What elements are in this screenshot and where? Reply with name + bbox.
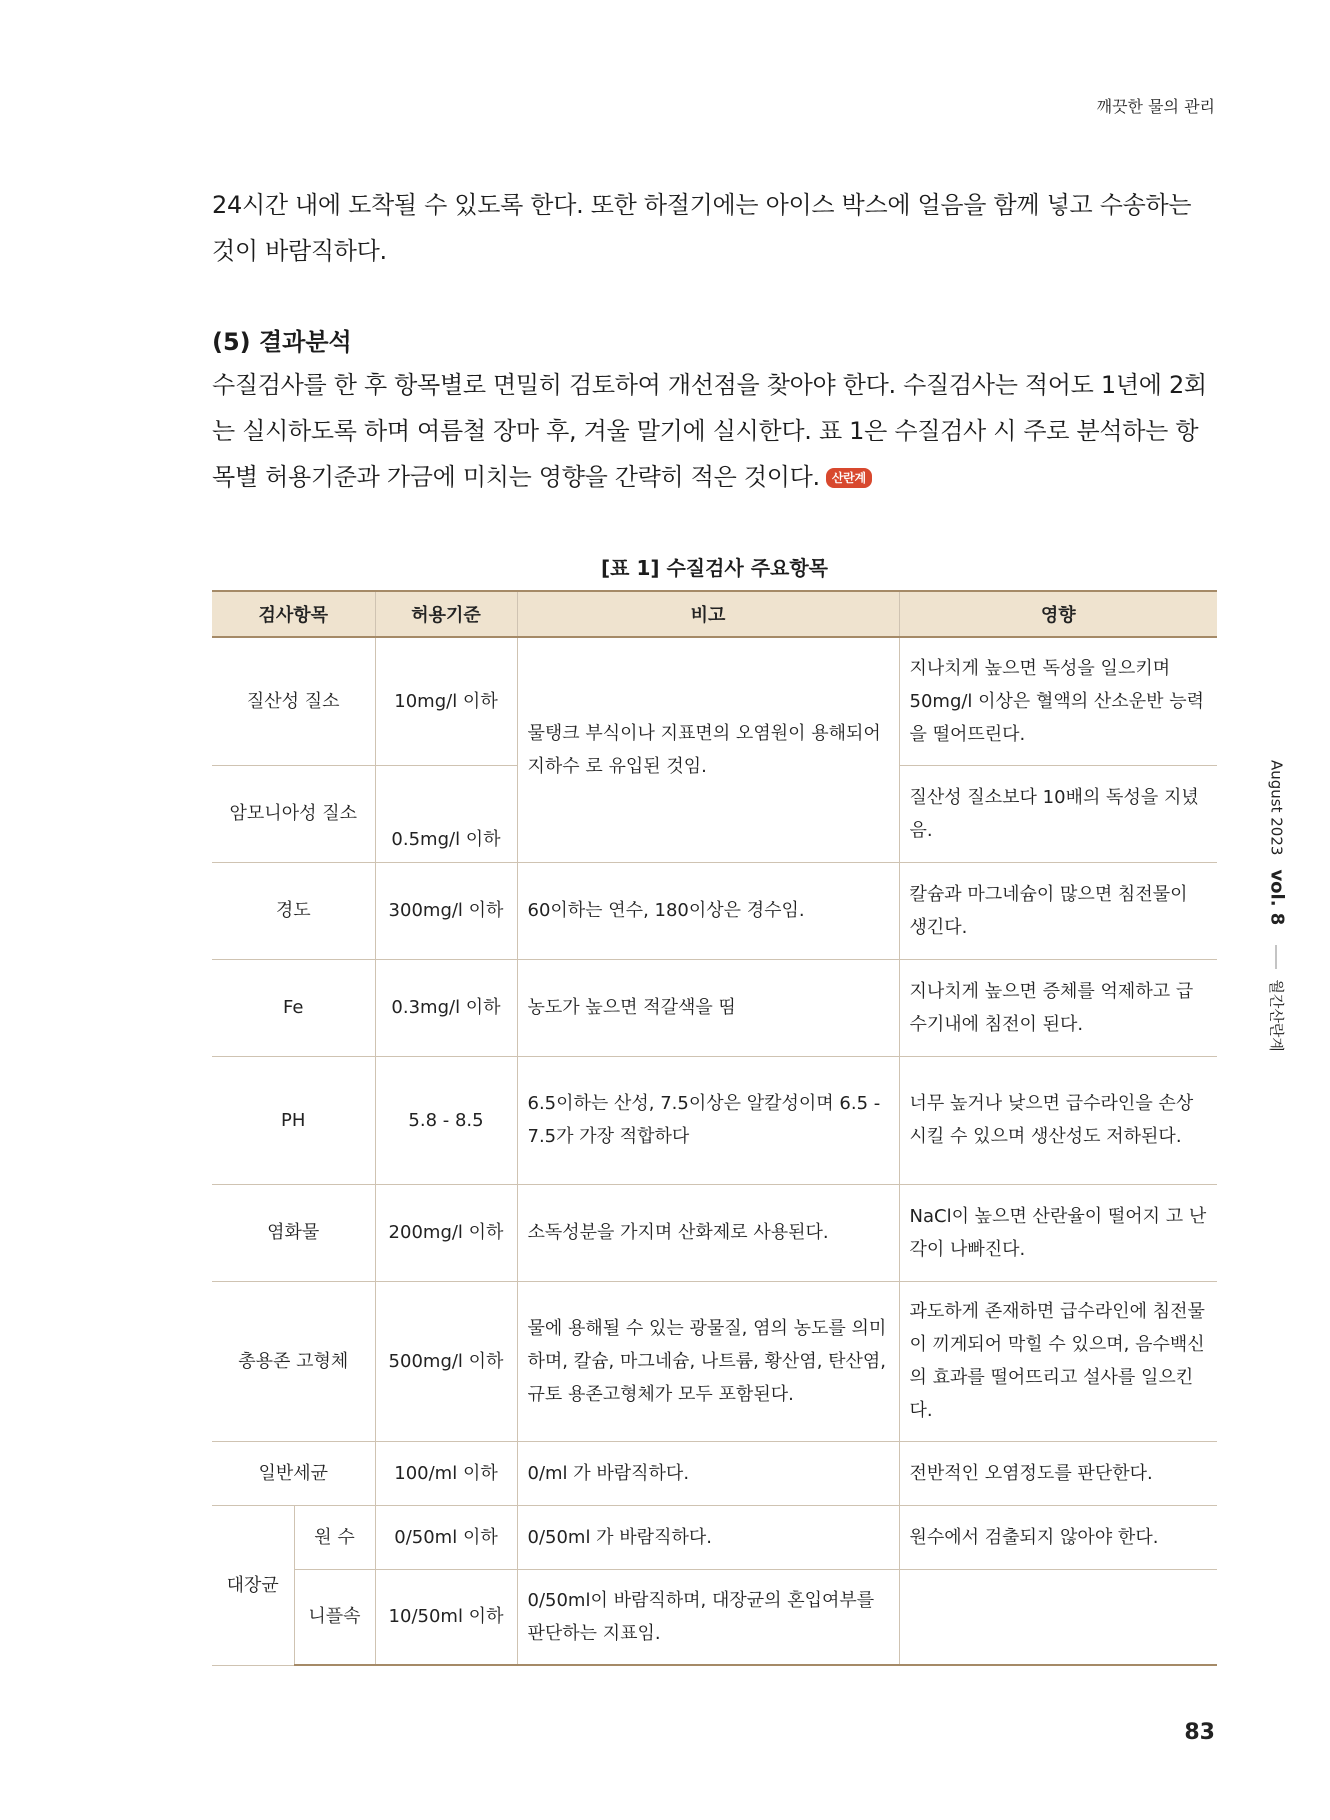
table-row bbox=[212, 1569, 1217, 1665]
cell-effect: 너무 높거나 낮으면 급수라인을 손상시킬 수 있으며 생산성도 저하된다. bbox=[899, 1056, 1217, 1184]
cell-effect: 지나치게 높으면 증체를 억제하고 급수기내에 침전이 된다. bbox=[899, 959, 1217, 1056]
cell-effect: 칼슘과 마그네슘이 많으면 침전물이 생긴다. bbox=[899, 862, 1217, 959]
section-title: (5) 결과분석 bbox=[212, 328, 352, 356]
table-header-row bbox=[212, 591, 1217, 637]
cell-item: 니플속 bbox=[294, 1569, 375, 1665]
issue-date: August 2023 bbox=[1267, 760, 1286, 856]
cell-effect bbox=[899, 1569, 1217, 1665]
volume-label: vol. 8 bbox=[1266, 869, 1288, 926]
table-row bbox=[212, 1281, 1217, 1441]
cell-standard: 300mg/l 이하 bbox=[375, 862, 517, 959]
cell-standard: 0.5mg/l 이하 bbox=[375, 765, 517, 862]
logo-badge: 산란계 bbox=[826, 468, 872, 488]
cell-standard: 500mg/l 이하 bbox=[375, 1281, 517, 1441]
paragraph-analysis-text: 수질검사를 한 후 항목별로 면밀히 검토하여 개선점을 찾아야 한다. 수질검사는 적어도 1년에 2회는 실시하도록 하며 여름철 장마 후, 겨울 말기에 실시한다. 표 1은 수질검사 시 주로 분석하는 항목별 허용기준과 가금에 미치는 영향을 간략히 적은 것이다. bbox=[212, 371, 1207, 491]
cell-group: 대장균 bbox=[212, 1505, 294, 1665]
cell-note: 0/50ml이 바람직하며, 대장균의 혼입여부를 판단하는 지표임. bbox=[517, 1569, 899, 1665]
cell-standard: 10mg/l 이하 bbox=[375, 637, 517, 765]
cell-item: 원 수 bbox=[294, 1505, 375, 1569]
cell-note: 농도가 높으면 적갈색을 띰 bbox=[517, 959, 899, 1056]
table-caption: [표 1] 수질검사 주요항목 bbox=[601, 556, 828, 580]
cell-item: 일반세균 bbox=[212, 1441, 375, 1505]
cell-note: 소독성분을 가지며 산화제로 사용된다. bbox=[517, 1184, 899, 1281]
magazine-name: 월간산란계 bbox=[1267, 979, 1286, 1052]
cell-effect: 과도하게 존재하면 급수라인에 침전물이 끼게되어 막힐 수 있으며, 음수백신의 효과를 떨어뜨리고 설사를 일으킨다. bbox=[899, 1281, 1217, 1441]
table-row bbox=[212, 1441, 1217, 1505]
paragraph-analysis bbox=[212, 362, 1217, 500]
cell-standard: 200mg/l 이하 bbox=[375, 1184, 517, 1281]
cell-item: Fe bbox=[212, 959, 375, 1056]
paragraph-intro: 24시간 내에 도착될 수 있도록 한다. 또한 하절기에는 아이스 박스에 얼음을 함께 넣고 수송하는 것이 바람직하다. bbox=[212, 191, 1192, 265]
cell-item: 경도 bbox=[212, 862, 375, 959]
header-effect: 영향 bbox=[899, 591, 1217, 637]
page-number: 83 bbox=[1184, 1720, 1215, 1745]
cell-note: 60이하는 연수, 180이상은 경수임. bbox=[517, 862, 899, 959]
side-label bbox=[1262, 760, 1292, 1052]
cell-note: 0/50ml 가 바람직하다. bbox=[517, 1505, 899, 1569]
table-row bbox=[212, 862, 1217, 959]
cell-item: 총용존 고형체 bbox=[212, 1281, 375, 1441]
cell-standard: 0/50ml 이하 bbox=[375, 1505, 517, 1569]
table-row bbox=[212, 1184, 1217, 1281]
cell-effect: 질산성 질소보다 10배의 독성을 지녔음. bbox=[899, 765, 1217, 862]
header-note: 비고 bbox=[517, 591, 899, 637]
cell-item: 질산성 질소 bbox=[212, 637, 375, 765]
cell-standard: 0.3mg/l 이하 bbox=[375, 959, 517, 1056]
table-row bbox=[212, 1056, 1217, 1184]
header-item: 검사항목 bbox=[212, 591, 375, 637]
table-row bbox=[212, 959, 1217, 1056]
cell-item: 염화물 bbox=[212, 1184, 375, 1281]
cell-effect: 지나치게 높으면 독성을 일으키며 50mg/l 이상은 혈액의 산소운반 능력을 떨어뜨린다. bbox=[899, 637, 1217, 765]
cell-item: PH bbox=[212, 1056, 375, 1184]
cell-standard: 10/50ml 이하 bbox=[375, 1569, 517, 1665]
table-row bbox=[212, 1505, 1217, 1569]
cell-note: 물에 용해될 수 있는 광물질, 염의 농도를 의미하며, 칼슘, 마그네슘, 나트륨, 황산염, 탄산염, 규토 용존고형체가 모두 포함된다. bbox=[517, 1281, 899, 1441]
cell-effect: 전반적인 오염정도를 판단한다. bbox=[899, 1441, 1217, 1505]
cell-standard: 5.8 - 8.5 bbox=[375, 1056, 517, 1184]
cell-standard: 100/ml 이하 bbox=[375, 1441, 517, 1505]
divider bbox=[1276, 945, 1277, 969]
running-header: 깨끗한 물의 관리 bbox=[1096, 97, 1215, 116]
table-row bbox=[212, 637, 1217, 765]
cell-effect: NaCl이 높으면 산란율이 떨어지 고 난각이 나빠진다. bbox=[899, 1184, 1217, 1281]
header-standard: 허용기준 bbox=[375, 591, 517, 637]
water-quality-table bbox=[212, 590, 1217, 1666]
cell-note: 물탱크 부식이나 지표면의 오염원이 용해되어 지하수 로 유입된 것임. bbox=[517, 637, 899, 862]
cell-note: 0/ml 가 바람직하다. bbox=[517, 1441, 899, 1505]
cell-item: 암모니아성 질소 bbox=[212, 765, 375, 862]
cell-effect: 원수에서 검출되지 않아야 한다. bbox=[899, 1505, 1217, 1569]
cell-note: 6.5이하는 산성, 7.5이상은 알칼성이며 6.5 - 7.5가 가장 적합하다 bbox=[517, 1056, 899, 1184]
